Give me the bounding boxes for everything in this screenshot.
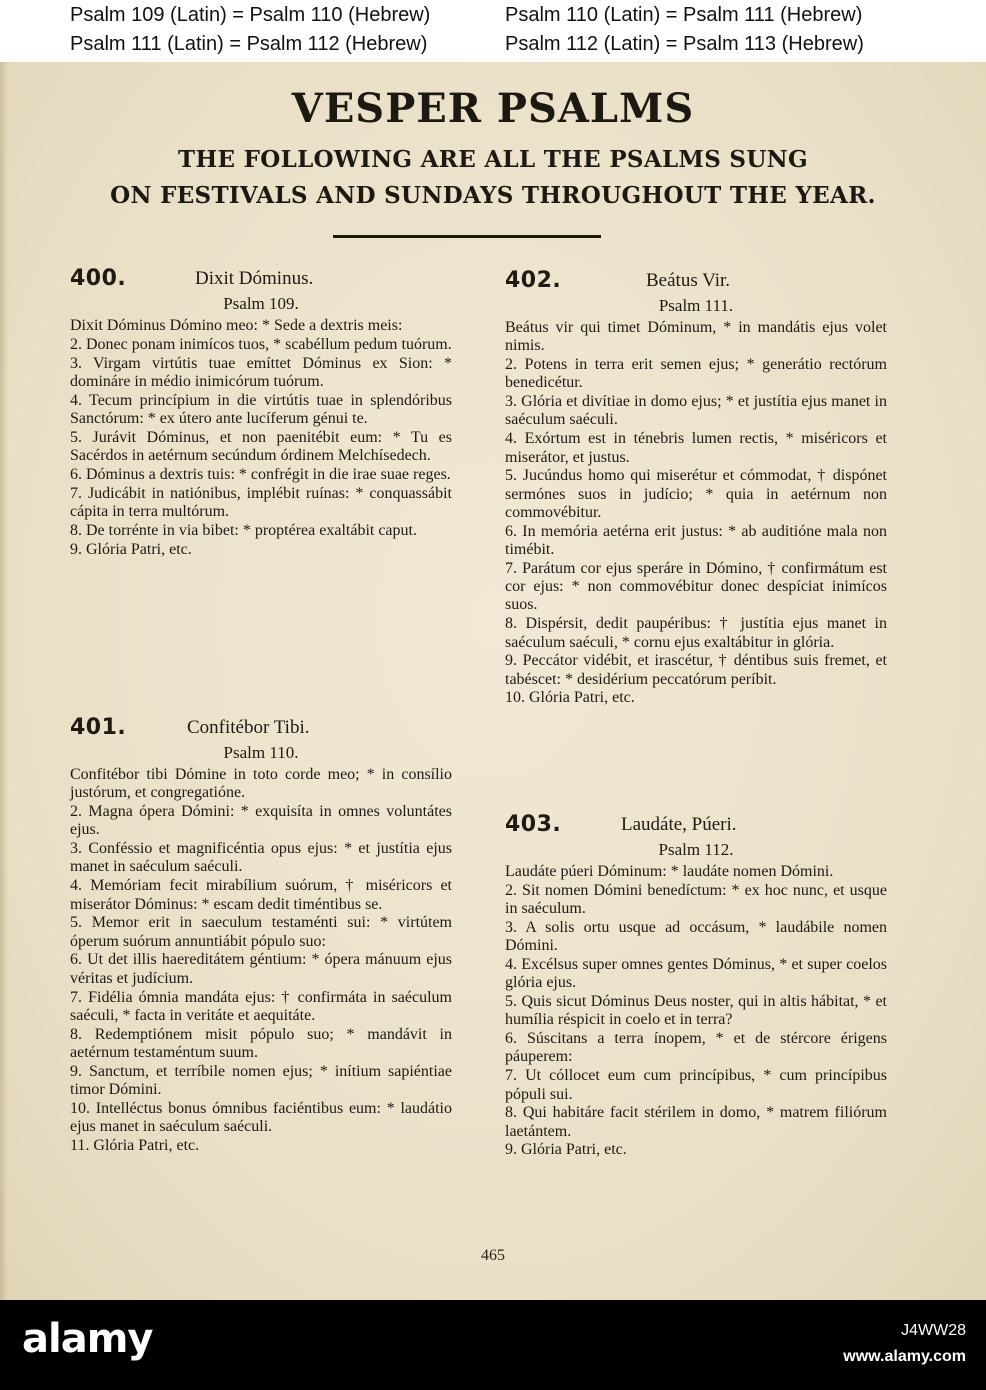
verse: 8. De torrénte in via bibet: * proptérea exaltábit caput. bbox=[70, 521, 417, 539]
verse-list bbox=[70, 317, 452, 559]
verse: 6. In memória aetérna erit justus: * ab auditióne mala non timébit. bbox=[505, 522, 887, 559]
site-url: www.alamy.com bbox=[843, 1348, 966, 1365]
verse: 8. Qui habitáre facit stérilem in domo, * matrem filiórum laetántem. bbox=[505, 1104, 887, 1140]
verse: 9. Glória Patri, etc. bbox=[70, 540, 192, 558]
note-line1-right: Psalm 110 (Latin) = Psalm 111 (Hebrew) bbox=[505, 4, 863, 26]
verse: Beátus vir qui timet Dóminum, * in mandátis ejus volet nimis. bbox=[505, 319, 887, 355]
verse: 7. Parátum cor ejus speráre in Dómino, † confirmátum est cor ejus: * non commovébitur donec despíciat inimícos suos. bbox=[505, 559, 887, 614]
verse-list bbox=[70, 766, 452, 1156]
verse: 10. Glória Patri, etc. bbox=[505, 689, 635, 707]
page-edge-shadow bbox=[0, 62, 8, 1300]
verse: 8. Redemptiónem misit pópulo suo; * mandávit in aetérnum testaméntum suum. bbox=[70, 1025, 452, 1061]
verse-list bbox=[505, 863, 887, 1160]
verse: 5. Quis sicut Dóminus Deus noster, qui in altis hábitat, * et humília réspicit in coelo et in terra? bbox=[505, 993, 887, 1029]
psalm-number: 400. bbox=[70, 266, 127, 291]
psalm-name: Dixit Dóminus. bbox=[195, 268, 314, 289]
verse: 6. Súscitans a terra ínopem, * et de stércore érigens páuperem: bbox=[505, 1030, 887, 1066]
verse: 6. Dóminus a dextris tuis: * confrégit in die irae suae reges. bbox=[70, 465, 451, 483]
watermark-footer bbox=[0, 1300, 986, 1390]
verse: 11. Glória Patri, etc. bbox=[70, 1136, 200, 1154]
verse: 4. Excélsus super omnes gentes Dóminus, * et super coelos glória ejus. bbox=[505, 955, 887, 992]
verse: Dixit Dóminus Dómino meo: * Sede a dextris meis: bbox=[70, 317, 403, 334]
verse: 5. Memor erit in saeculum testaménti sui: * virtútem óperum suórum annuntiábit pópulo suo: bbox=[70, 914, 452, 950]
verse: 9. Peccátor vidébit, et irascétur, † déntibus suis fremet, et tabéscet: * desidérium peccatórum períbit. bbox=[505, 652, 887, 688]
psalm-reference: Psalm 111. bbox=[658, 296, 734, 315]
psalm-name: Beátus Vir. bbox=[646, 270, 731, 291]
verse: 3. A solis ortu usque ad occásum, * laudábile nomen Dómini. bbox=[505, 918, 887, 955]
verse: 2. Sit nomen Dómini benedíctum: * ex hoc nunc, et usque in saéculum. bbox=[505, 881, 887, 918]
psalm-name: Laudáte, Púeri. bbox=[621, 814, 737, 835]
verse: 10. Intelléctus bonus ómnibus faciéntibus eum: * laudátio ejus manet in saéculum saéculi. bbox=[70, 1099, 452, 1136]
verse: 3. Virgam virtútis tuae emíttet Dóminus ex Sion: * domináre in médio inimicórum tuórum. bbox=[70, 354, 452, 390]
verse: 4. Exórtum est in ténebris lumen rectis, * miséricors et miserátor, et justus. bbox=[505, 430, 887, 466]
page-subtitle-line1: THE FOLLOWING ARE ALL THE PSALMS SUNG bbox=[178, 146, 808, 173]
hebrew-numbering-note bbox=[0, 0, 986, 62]
verse: 4. Tecum princípium in die virtútis tuae in splendóribus Sanctórum: * ex útero ante lucíferum génui te. bbox=[70, 391, 452, 427]
verse: 2. Magna ópera Dómini: * exquisíta in omnes voluntátes ejus. bbox=[70, 803, 452, 839]
verse: 7. Fidélia ómnia mandáta ejus: † confirmáta in saéculum saéculi, * facta in veritáte et aequitáte. bbox=[70, 988, 452, 1024]
verse: 9. Sanctum, et terríbile nomen ejus; * inítium sapiéntiae timor Dómini. bbox=[70, 1062, 452, 1099]
verse-list bbox=[505, 319, 887, 708]
verse: 7. Judicábit in natiónibus, implébit ruínas: * conquassábit cápita in terra multórum. bbox=[70, 484, 452, 520]
verse: Laudáte púeri Dóminum: * laudáte nomen Dómini. bbox=[505, 863, 834, 880]
verse: 9. Glória Patri, etc. bbox=[505, 1141, 627, 1159]
verse: 4. Memóriam fecit mirabílium suórum, † miséricors et miserátor Dóminus: * escam dedit timéntibus se. bbox=[70, 877, 452, 913]
verse: 2. Potens in terra erit semen ejus; * generátio rectórum benedicétur. bbox=[505, 356, 887, 392]
page-title: VESPER PSALMS bbox=[291, 85, 695, 132]
page-subtitle-line2: ON FESTIVALS AND SUNDAYS THROUGHOUT THE YEAR. bbox=[110, 182, 876, 209]
psalm-reference: Psalm 112. bbox=[658, 840, 734, 859]
brand-logo: alamy bbox=[22, 1316, 153, 1362]
psalm-number: 401. bbox=[70, 715, 127, 740]
verse: 7. Ut cóllocet eum cum princípibus, * cum princípibus pópuli sui. bbox=[505, 1067, 887, 1103]
verse: 2. Donec ponam inimícos tuos, * scabéllum pedum tuórum. bbox=[70, 335, 452, 353]
title-divider bbox=[333, 235, 601, 238]
verse: 5. Jucúndus homo qui miserétur et cómmodat, † dispónet sermónes suos in judício; * quia in aetérnum non commovébitur. bbox=[505, 467, 887, 521]
image-id: J4WW28 bbox=[901, 1322, 966, 1339]
psalm-reference: Psalm 109. bbox=[223, 294, 299, 313]
verse: 6. Ut det illis haereditátem géntium: * ópera mánuum ejus véritas et judícium. bbox=[70, 951, 452, 987]
verse: 8. Dispérsit, dedit paupéribus: † justítia ejus manet in saéculum saéculi, * cornu ejus exaltábitur in glória. bbox=[505, 615, 887, 651]
verse: 3. Glória et divítiae in domo ejus; * et justítia ejus manet in saéculum saéculi. bbox=[505, 393, 887, 429]
note-line2-right: Psalm 112 (Latin) = Psalm 113 (Hebrew) bbox=[505, 33, 864, 55]
psalm-number: 403. bbox=[505, 812, 562, 837]
psalm-reference: Psalm 110. bbox=[223, 743, 299, 762]
verse: 3. Conféssio et magnificéntia opus ejus: * et justítia ejus manet in saéculum saéculi. bbox=[70, 840, 452, 876]
note-line2-left: Psalm 111 (Latin) = Psalm 112 (Hebrew) bbox=[70, 33, 428, 55]
note-line1-left: Psalm 109 (Latin) = Psalm 110 (Hebrew) bbox=[70, 4, 431, 26]
psalm-name: Confitébor Tibi. bbox=[187, 717, 310, 738]
page-number: 465 bbox=[481, 1247, 505, 1264]
psalm-number: 402. bbox=[505, 268, 562, 293]
verse: Confitébor tibi Dómine in toto corde meo; * in consílio justórum, et congregatióne. bbox=[70, 766, 452, 802]
verse: 5. Jurávit Dóminus, et non paenitébit eum: * Tu es Sacérdos in aetérnum secúndum órdinem Melchísedech. bbox=[70, 428, 452, 465]
